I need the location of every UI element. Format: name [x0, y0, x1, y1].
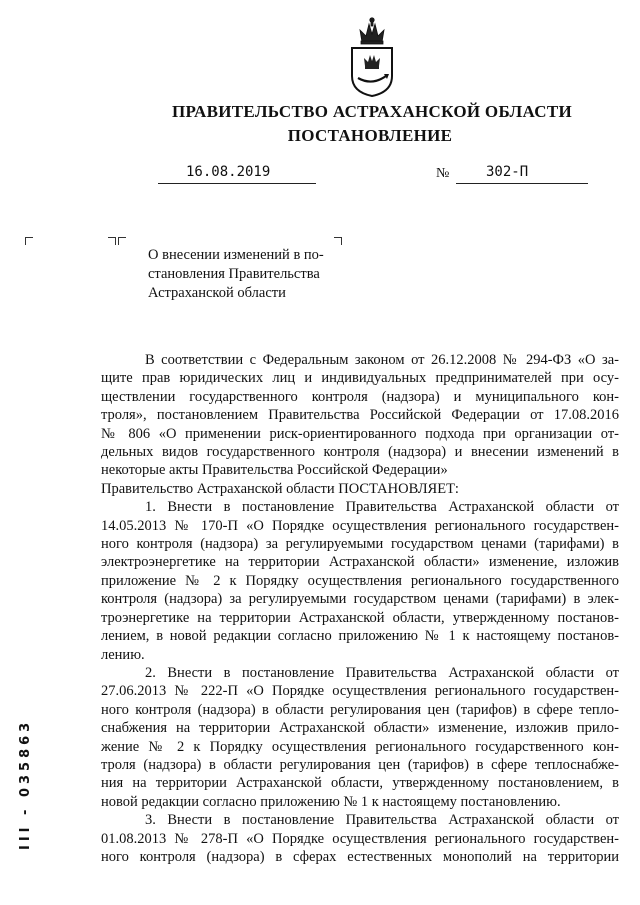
document-subject	[148, 246, 338, 303]
body-line: ного контроля (надзора) в сферах естественных монополий на территории	[101, 848, 619, 865]
corner-mark	[334, 237, 342, 245]
body-line: жение № 2 к Порядку осуществления регионального государственного кон-	[101, 738, 619, 755]
body-line: троэнергетике на территории Астраханской области, утвержденному постанов-	[101, 609, 619, 626]
body-line: ния на территории Астраханской области, утвержденному постановлением, в	[101, 775, 619, 792]
body-line: троля», постановлением Правительства Российской Федерации от 17.08.2016	[101, 407, 619, 424]
document-type: ПОСТАНОВЛЕНИЕ	[287, 126, 453, 145]
corner-mark	[25, 237, 33, 245]
organization-title: ПРАВИТЕЛЬСТВО АСТРАХАНСКОЙ ОБЛАСТИ	[172, 102, 572, 121]
corner-mark	[118, 237, 126, 245]
body-line: электроэнергетике на территории Астраханской области» изменение, изложив	[101, 554, 619, 571]
document-date: 16.08.2019	[186, 164, 271, 180]
form-serial-number: III - 035863	[18, 718, 33, 850]
subject-line: О внесении изменений в по-	[148, 247, 324, 263]
body-line: В соответствии с Федеральным законом от 26.12.2008 № 294-ФЗ «О за-	[145, 352, 619, 368]
body-line: некоторые акты Правительства Российской Федерации»	[101, 462, 448, 479]
body-line: 14.05.2013 № 170-П «О Порядке осуществления регионального государствен-	[101, 517, 619, 534]
body-line: 3. Внести в постановление Правительства Астраханской области от	[145, 812, 619, 829]
body-line: 2. Внести в постановление Правительства Астраханской области от	[145, 664, 619, 681]
body-line: снабжения на территории Астраханской области» изменение, изложив прило-	[101, 720, 619, 737]
body-line: дельных видов государственного контроля (надзора) и внесении изменений в	[101, 444, 619, 461]
body-line: ного контроля (надзора) за регулируемыми государством ценами (тарифами) в	[101, 536, 619, 553]
subject-line: становления Правительства	[148, 266, 320, 282]
body-line: Правительство Астраханской области ПОСТАНОВЛЯЕТ:	[101, 480, 459, 497]
body-line: № 806 «О применении риск-ориентированного подхода при организации от-	[101, 425, 619, 442]
body-line: ществлении государственного контроля (надзора) и муниципального кон-	[101, 388, 619, 405]
body-line: контроля (надзора) за регулируемыми государством ценами (тарифами) в элек-	[101, 591, 619, 608]
number-field	[456, 164, 588, 184]
subject-line: Астраханской области	[148, 285, 286, 301]
body-line: троля (надзора) в области регулирования цен (тарифов) в сфере теплоснабже-	[101, 756, 619, 773]
body-line: щите прав юридических лиц и индивидуальных предпринимателей при осу-	[101, 370, 619, 387]
coat-of-arms-icon	[340, 12, 404, 98]
document-body	[101, 351, 619, 866]
document-number: 302-П	[486, 164, 529, 180]
body-line: 27.06.2013 № 222-П «О Порядке осуществления регионального государствен-	[101, 683, 619, 700]
date-field	[158, 164, 316, 184]
body-line: ного контроля (надзора) в области регулирования цен (тарифов) в сфере тепло-	[101, 701, 619, 718]
body-line: лению.	[101, 646, 145, 663]
body-line: лением, в новой редакции согласно приложению № 1 к настоящему постанов-	[101, 628, 619, 645]
body-line: 1. Внести в постановление Правительства Астраханской области от	[145, 499, 619, 516]
corner-mark	[108, 237, 116, 245]
body-line: приложение № 2 к Порядку осуществления регионального государственного	[101, 572, 619, 589]
body-line: 01.08.2013 № 278-П «О Порядке осуществления регионального государствен-	[101, 830, 619, 847]
number-sign: №	[436, 166, 450, 181]
body-line: новой редакции согласно приложению № 1 к настоящему постановлению.	[101, 793, 561, 810]
